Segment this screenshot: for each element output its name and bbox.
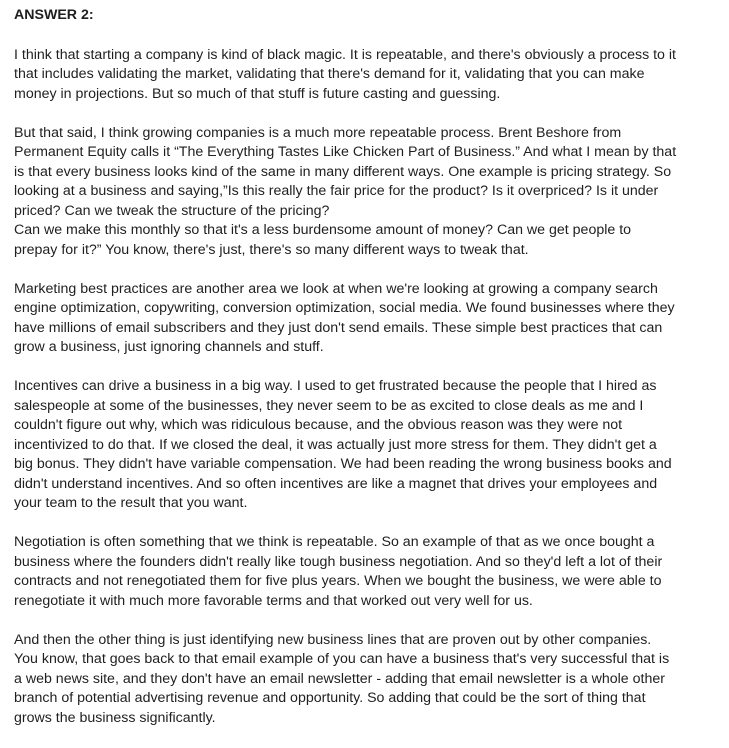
paragraph: [14, 533, 714, 611]
text-line: didn't understand incentives. And so often incentives are like a magnet that drives your employees and: [14, 475, 658, 492]
text-line: grow a business, just ignoring channels and stuff.: [14, 339, 324, 355]
paragraph: [14, 46, 714, 105]
text-line: prepay for it?” You know, there's just, there's so many different ways to tweak that.: [14, 241, 529, 258]
text-line: engine optimization, copywriting, conversion optimization, social media. We found businesses where they: [14, 300, 675, 316]
answer-heading: ANSWER 2:: [14, 7, 94, 23]
text-line: renegotiate it with much more favorable terms and that worked out very well for us.: [14, 592, 533, 609]
text-line: Incentives can drive a business in a big way. I used to get frustrated because the people that I hired as: [14, 378, 657, 394]
paragraph: [14, 631, 714, 729]
text-line: have millions of email subscribers and they just don't send emails. These simple best practices that can: [14, 319, 663, 336]
text-line: salespeople at some of the businesses, they never seem to be as excited to close deals as me and I: [14, 397, 644, 414]
text-line: grows the business significantly.: [14, 709, 216, 726]
document-body: [14, 6, 714, 748]
text-line: And then the other thing is just identifying new business lines that are proven out by other companies.: [14, 631, 652, 648]
text-line: looking at a business and saying,”Is this really the fair price for the product? Is it overpriced? Is it under: [14, 183, 659, 199]
text-line: couldn't figure out why, which was ridiculous because, and the obvious reason was they were not: [14, 417, 623, 433]
text-line: Can we make this monthly so that it's a less burdensome amount of money? Can we get people to: [14, 222, 632, 238]
text-line: I think that starting a company is kind of black magic. It is repeatable, and there's obviously a process to it: [14, 46, 676, 63]
text-line: Permanent Equity calls it “The Everything Tastes Like Chicken Part of Business.” And what I mean by that: [14, 144, 677, 160]
text-line: You know, that goes back to that email example of you can have a business that's very successful that is: [14, 651, 670, 667]
paragraph: [14, 124, 714, 261]
text-line: that includes validating the market, validating that there's demand for it, validating that you can make: [14, 66, 645, 82]
text-line: big bonus. They didn't have variable compensation. We had been reading the wrong business books and: [14, 456, 672, 472]
text-line: money in projections. But so much of that stuff is future casting and guessing.: [14, 85, 501, 102]
text-line: branch of potential advertising revenue and opportunity. So adding that could be the sort of thing that: [14, 690, 646, 706]
paragraph: [14, 280, 714, 358]
text-line: contracts and not renegotiated them for five plus years. When we bought the business, we were able to: [14, 573, 662, 589]
text-line: Marketing best practices are another area we look at when we're looking at growing a company search: [14, 280, 658, 297]
text-line: your team to the result that you want.: [14, 495, 248, 511]
paragraph: [14, 377, 714, 514]
text-line: Negotiation is often something that we think is repeatable. So an example of that as we once bought a: [14, 534, 655, 550]
text-line: priced? Can we tweak the structure of the pricing?: [14, 202, 330, 219]
text-line: business where the founders didn't really like tough business negotiation. And so they'd left a lot of their: [14, 553, 663, 570]
text-line: incentivized to do that. If we closed the deal, it was actually just more stress for them. They didn't get a: [14, 436, 657, 453]
text-line: But that said, I think growing companies is a much more repeatable process. Brent Beshore from: [14, 124, 622, 141]
text-line: is that every business looks kind of the same in many different ways. One example is pricing strategy. So: [14, 163, 672, 180]
text-line: a web news site, and they don't have an email newsletter - adding that email newsletter is a whole other: [14, 670, 665, 687]
